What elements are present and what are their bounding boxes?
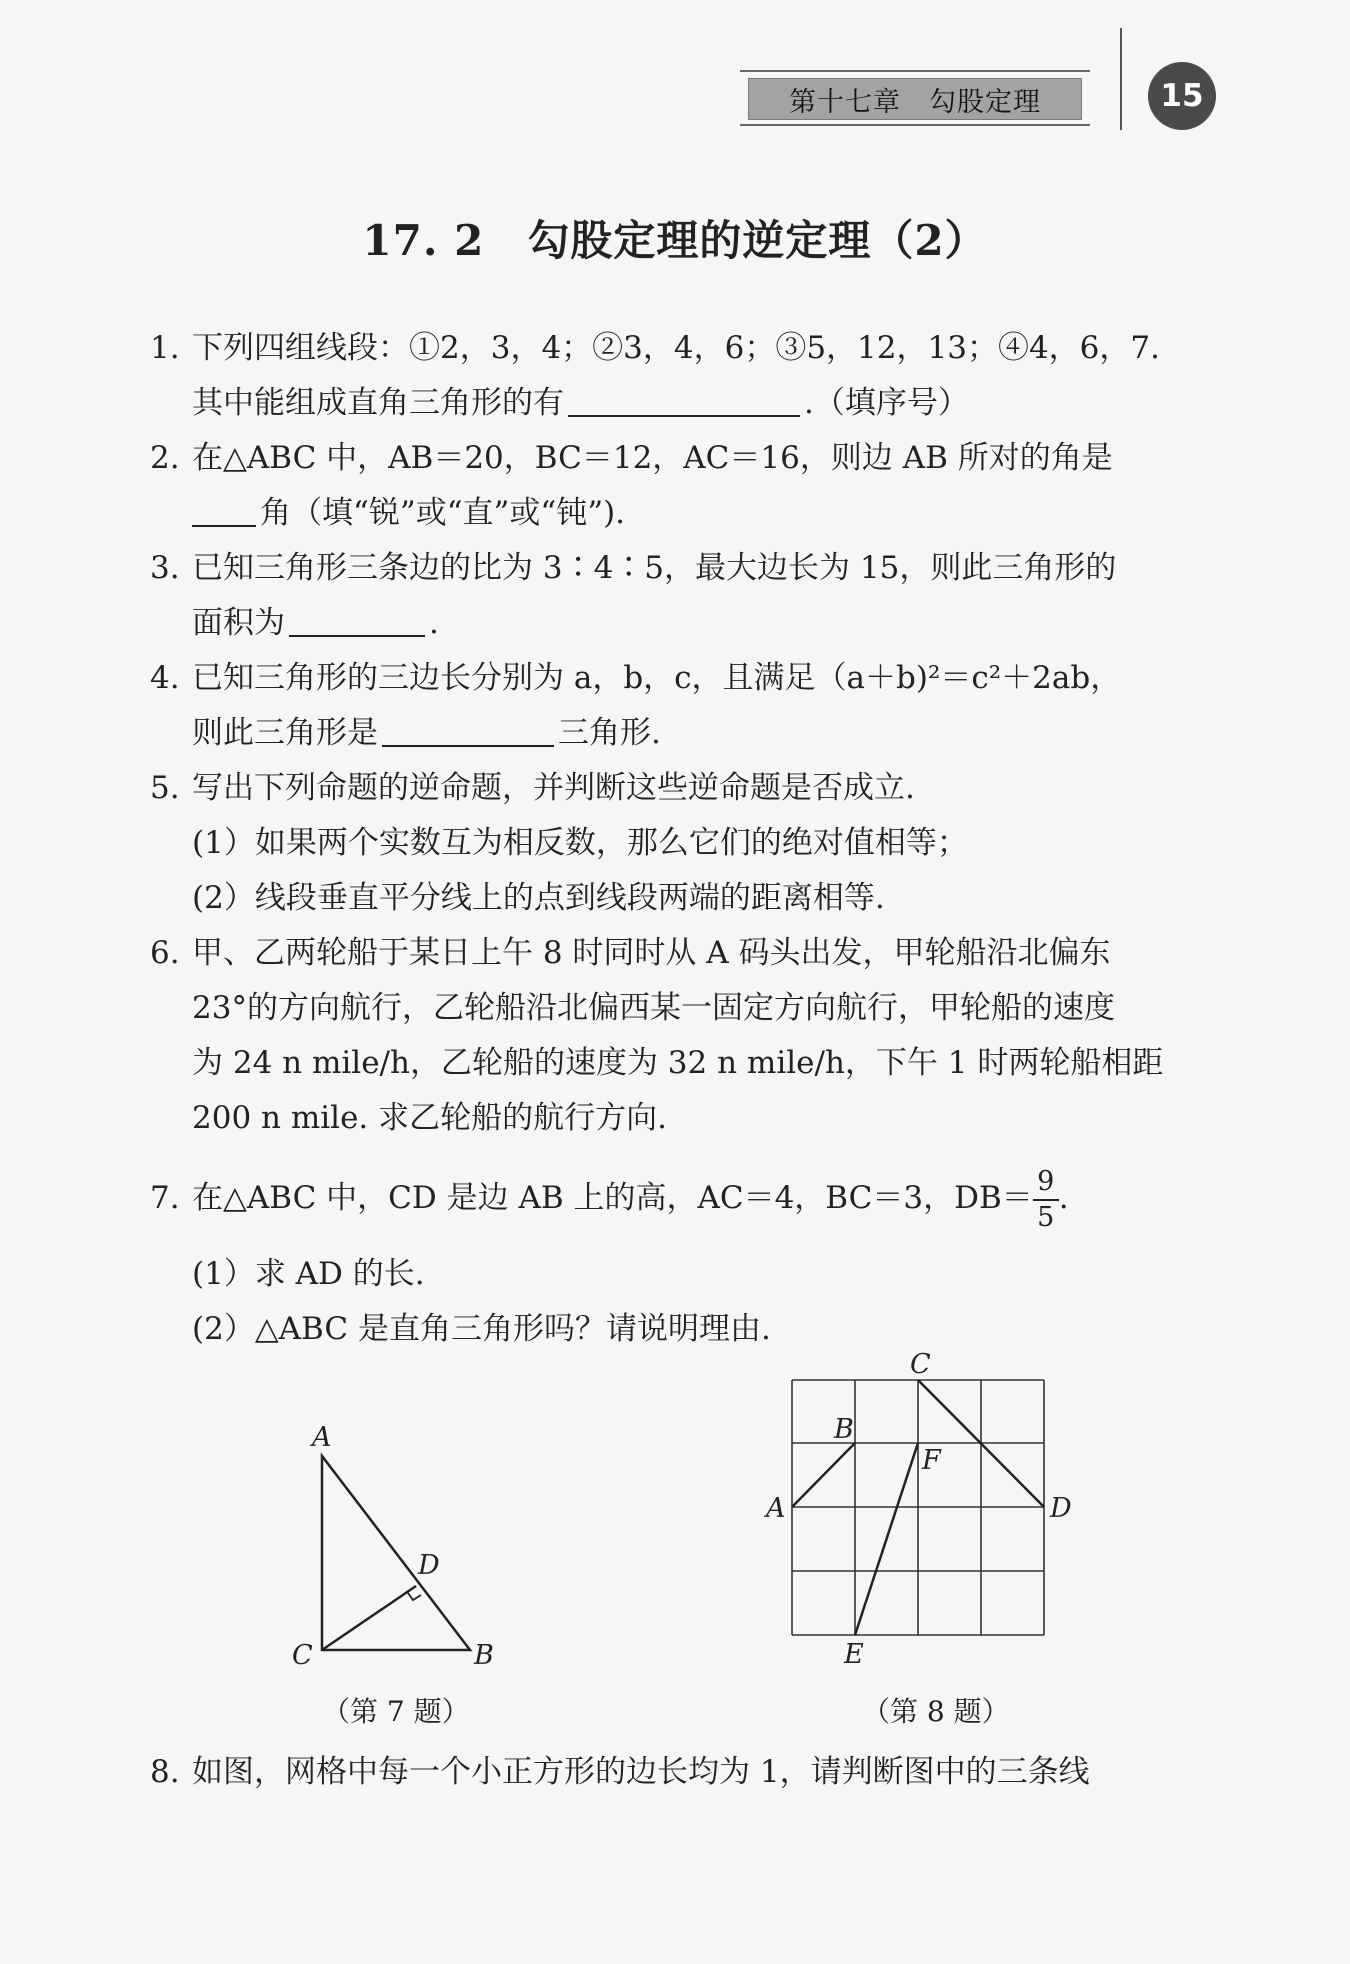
label-f: F [922,1445,941,1476]
question-text: 面积为 [192,605,285,641]
question-text: 已知三角形的三边长分别为 a，b，c，且满足（a＋b)²＝c²＋2ab， [192,660,1122,696]
question-number: 3. [150,550,180,586]
question-4-line-2 [192,713,661,753]
page-number: 15 [1148,62,1216,130]
chapter-header: 第十七章 勾股定理 [748,78,1082,120]
question-number: 1. [150,330,180,366]
header-rule-bottom [740,124,1090,126]
question-text: 已知三角形三条边的比为 3∶4∶5，最大边长为 15，则此三角形的 [192,550,1117,586]
question-7-sub-1: (1）求 AD 的长. [192,1256,425,1292]
question-7 [150,1162,1069,1234]
question-6-line-2: 23°的方向航行，乙轮船沿北偏西某一固定方向航行，甲轮船的速度 [192,990,1115,1026]
segment-ab [792,1443,855,1507]
grid-lines [792,1380,1044,1635]
question-6 [150,933,1111,973]
right-angle-mark [408,1593,421,1600]
segment-ef [855,1443,918,1635]
question-5-sub-1: (1）如果两个实数互为相反数，那么它们的绝对值相等； [192,825,968,861]
fraction-numerator: 9 [1037,1165,1055,1197]
question-text: 则此三角形是 [192,715,378,751]
question-2-line-2 [192,493,625,533]
question-text: 在△ABC 中，CD 是边 AB 上的高，AC＝4，BC＝3，DB＝ [192,1180,1033,1216]
question-6-line-4: 200 n mile. 求乙轮船的航行方向. [192,1100,667,1136]
triangle-abc [322,1456,470,1650]
header-divider [1120,28,1122,130]
question-3-line-2 [192,603,439,643]
answer-blank[interactable] [289,605,425,637]
question-1 [150,328,1160,368]
question-5 [150,768,915,808]
answer-blank[interactable] [192,495,256,527]
section-title: 17. 2 勾股定理的逆定理（2） [362,216,988,265]
question-text: 在△ABC 中，AB＝20，BC＝12，AC＝16，则边 AB 所对的角是 [192,440,1113,476]
question-text: 其中能组成直角三角形的有 [192,385,564,421]
figure-7-caption: （第 7 题） [322,1695,470,1728]
answer-blank[interactable] [382,715,554,747]
question-number: 7. [150,1180,180,1216]
fraction-denominator: 5 [1037,1201,1055,1233]
figure-8-grid [750,1345,1080,1675]
question-text: .（填序号） [804,385,969,421]
header-rule-top [740,70,1090,72]
question-number: 8. [150,1754,180,1790]
question-number: 4. [150,660,180,696]
label-c: C [292,1640,313,1670]
question-4 [150,658,1121,698]
question-number: 2. [150,440,180,476]
question-text: . [1058,1180,1069,1216]
question-7-sub-2: (2）△ABC 是直角三角形吗？请说明理由. [192,1311,771,1347]
question-text: 角（填“锐”或“直”或“钝”). [260,495,626,531]
question-number: 5. [150,770,180,806]
question-1-line-2 [192,383,969,423]
label-c: C [910,1349,931,1380]
label-a: A [312,1422,332,1453]
question-text: 下列四组线段：①2，3，4；②3，4，6；③5，12，13；④4，6，7. [192,330,1160,366]
figure-7-triangle [280,1410,520,1670]
answer-blank[interactable] [568,385,800,417]
question-text: 写出下列命题的逆命题，并判断这些逆命题是否成立. [192,770,915,806]
question-text: 如图，网格中每一个小正方形的边长均为 1，请判断图中的三条线 [192,1754,1090,1790]
altitude-cd [322,1586,416,1650]
question-text: 三角形. [558,715,661,751]
fraction-bar [1033,1199,1059,1201]
label-e: E [844,1639,864,1670]
label-d: D [1050,1493,1072,1524]
fraction [1033,1167,1059,1233]
label-d: D [418,1550,440,1581]
figure-8-caption: （第 8 题） [862,1695,1010,1728]
question-2 [150,438,1113,478]
question-3 [150,548,1116,588]
question-text: 甲、乙两轮船于某日上午 8 时同时从 A 码头出发，甲轮船沿北偏东 [192,935,1111,971]
label-a: A [766,1493,786,1524]
label-b: B [834,1414,854,1445]
question-6-line-3: 为 24 n mile/h，乙轮船的速度为 32 n mile/h，下午 1 时两轮船相距 [192,1045,1164,1081]
question-5-sub-2: (2）线段垂直平分线上的点到线段两端的距离相等. [192,880,885,916]
label-b: B [474,1640,494,1670]
question-text: . [429,605,439,641]
question-8 [150,1752,1090,1792]
question-number: 6. [150,935,180,971]
